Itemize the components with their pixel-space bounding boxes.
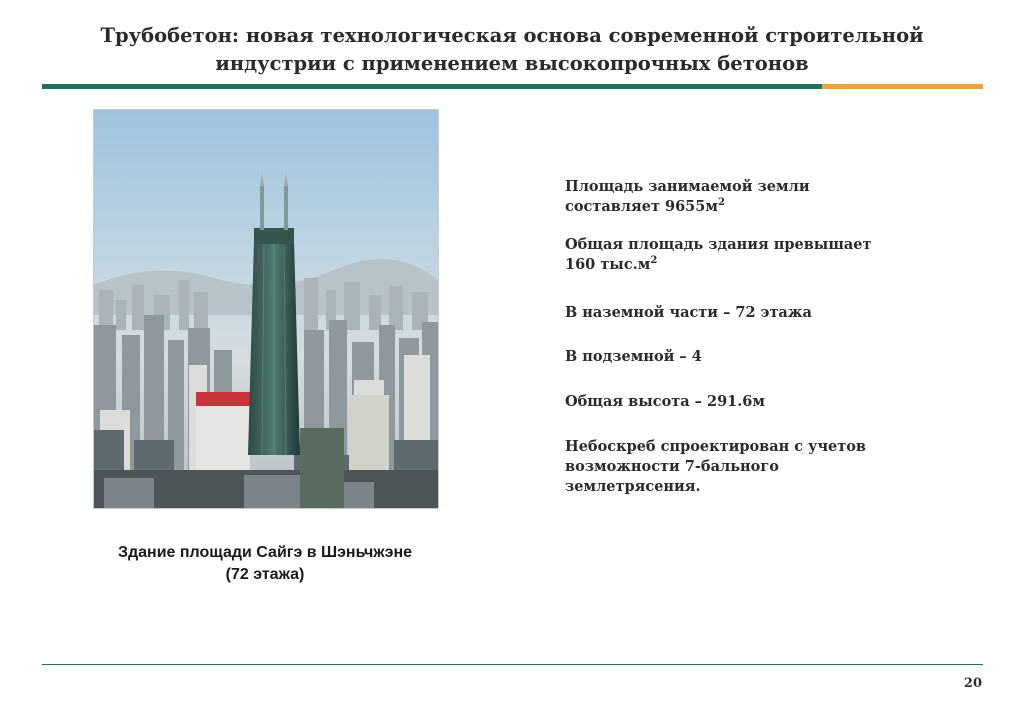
skyscraper-photo-drawing — [94, 110, 438, 508]
photo-caption — [60, 542, 470, 586]
fact-quake-line2: возможности 7-бального — [565, 458, 779, 475]
photo-caption-line1: Здание площади Сайгэ в Шэньчжэне — [117, 544, 413, 561]
header-rule-green — [42, 84, 822, 89]
fact-above-ground-text: В наземной части – 72 этажа — [565, 304, 812, 321]
photo-caption-line2: (72 этажа) — [225, 566, 305, 583]
fact-area-sup: 2 — [650, 255, 658, 266]
fact-total-area — [565, 235, 965, 275]
fact-land-line2 — [565, 197, 965, 217]
slide-title-line2: индустрии с применением высокопрочных бетонов — [215, 52, 809, 75]
fact-land-value: составляет 9655м — [565, 198, 718, 215]
fact-area-line2 — [565, 255, 965, 275]
fact-land-area — [565, 177, 965, 217]
fact-quake-line1: Небоскреб спроектирован с учетов — [565, 438, 867, 455]
fact-above-ground — [565, 303, 965, 323]
slide-title — [60, 22, 964, 78]
fact-land-sup: 2 — [717, 197, 725, 208]
fact-earthquake — [565, 437, 965, 497]
fact-land-line1: Площадь занимаемой земли — [565, 178, 810, 195]
skyscraper-photo — [93, 109, 439, 509]
fact-height — [565, 392, 965, 412]
fact-underground-text: В подземной – 4 — [565, 348, 702, 365]
page-number: 20 — [963, 676, 982, 691]
fact-quake-line3: землетрясения. — [565, 478, 701, 495]
fact-area-value: 160 тыс.м — [565, 256, 651, 273]
fact-area-line1: Общая площадь здания превышает — [565, 236, 872, 253]
fact-height-text: Общая высота – 291.6м — [565, 393, 765, 410]
footer-rule — [42, 664, 983, 665]
slide-title-line1: Трубобетон: новая технологическая основа современной строительной — [100, 24, 924, 47]
header-rule-orange — [822, 84, 983, 89]
fact-underground — [565, 347, 965, 367]
